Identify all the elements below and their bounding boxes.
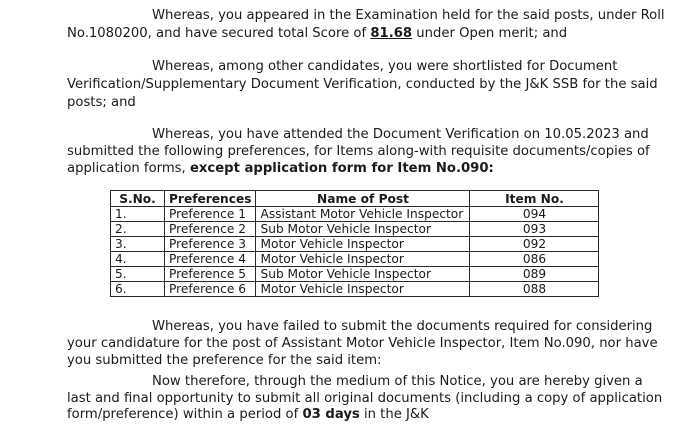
table-row xyxy=(111,222,599,237)
p5-line3 xyxy=(67,406,429,424)
p2-line2: Verification/Supplementary Document Verification, conducted by the J&K SSB for the said xyxy=(67,77,658,92)
cell-post-name: Assistant Motor Vehicle Inspector xyxy=(256,207,470,222)
p3-line1: Whereas, you have attended the Document Verification on 10.05.2023 and xyxy=(152,127,649,142)
cell-preference: Preference 3 xyxy=(165,237,256,252)
p5-line1: Now therefore, through the medium of this Notice, you are hereby given a xyxy=(152,374,643,389)
p4-line1: Whereas, you have failed to submit the documents required for considering xyxy=(152,319,653,334)
score-value: 81.68 xyxy=(370,26,413,41)
cell-preference: Preference 5 xyxy=(165,267,256,282)
cell-sno: 6. xyxy=(111,282,165,297)
cell-post-name: Sub Motor Vehicle Inspector xyxy=(256,222,470,237)
cell-sno: 1. xyxy=(111,207,165,222)
table-row xyxy=(111,237,599,252)
table-row xyxy=(111,252,599,267)
cell-item-no: 094 xyxy=(470,207,599,222)
table-header-row xyxy=(111,191,599,207)
col-header-item-no: Item No. xyxy=(470,191,599,207)
p5-line3-tail: in the J&K xyxy=(359,407,429,422)
cell-post-name: Motor Vehicle Inspector xyxy=(256,237,470,252)
p5-line3-text: form/preference) within a period of xyxy=(67,407,303,422)
cell-post-name: Motor Vehicle Inspector xyxy=(256,252,470,267)
p3-line2: submitted the following preferences, for Items along-with requisite documents/copies of xyxy=(67,144,650,159)
p1-line2-text: No.1080200, and have secured total Score of xyxy=(67,26,371,41)
col-header-sno: S.No. xyxy=(111,191,165,207)
cell-item-no: 093 xyxy=(470,222,599,237)
p2-line1: Whereas, among other candidates, you were shortlisted for Document xyxy=(152,59,618,74)
cell-item-no: 088 xyxy=(470,282,599,297)
p3-line3 xyxy=(67,160,494,178)
p3-line3-text: application forms, xyxy=(67,161,190,176)
table-row xyxy=(111,267,599,282)
p4-line2: your candidature for the post of Assistant Motor Vehicle Inspector, Item No.090, nor have xyxy=(67,336,658,351)
cell-item-no: 092 xyxy=(470,237,599,252)
cell-post-name: Sub Motor Vehicle Inspector xyxy=(256,267,470,282)
cell-item-no: 089 xyxy=(470,267,599,282)
table-row xyxy=(111,282,599,297)
p5-line3-bold: 03 days xyxy=(302,407,360,422)
cell-item-no: 086 xyxy=(470,252,599,267)
cell-post-name: Motor Vehicle Inspector xyxy=(256,282,470,297)
cell-preference: Preference 6 xyxy=(165,282,256,297)
col-header-preferences: Preferences xyxy=(165,191,256,207)
p4-line3: you submitted the preference for the said item: xyxy=(67,353,382,368)
p3-line3-bold: except application form for Item No.090: xyxy=(189,161,494,176)
cell-sno: 4. xyxy=(111,252,165,267)
p1-line1: Whereas, you appeared in the Examination held for the said posts, under Roll xyxy=(152,8,665,23)
cell-sno: 2. xyxy=(111,222,165,237)
cell-preference: Preference 1 xyxy=(165,207,256,222)
p5-line2: last and final opportunity to submit all original documents (including a copy of application xyxy=(67,391,663,406)
table-row xyxy=(111,207,599,222)
p2-line3: posts; and xyxy=(67,95,136,110)
cell-preference: Preference 4 xyxy=(165,252,256,267)
cell-preference: Preference 2 xyxy=(165,222,256,237)
p1-line2-tail: under Open merit; and xyxy=(412,26,568,41)
col-header-post-name: Name of Post xyxy=(256,191,470,207)
p1-line2 xyxy=(67,25,567,43)
preferences-table xyxy=(110,190,599,297)
cell-sno: 5. xyxy=(111,267,165,282)
cell-sno: 3. xyxy=(111,237,165,252)
